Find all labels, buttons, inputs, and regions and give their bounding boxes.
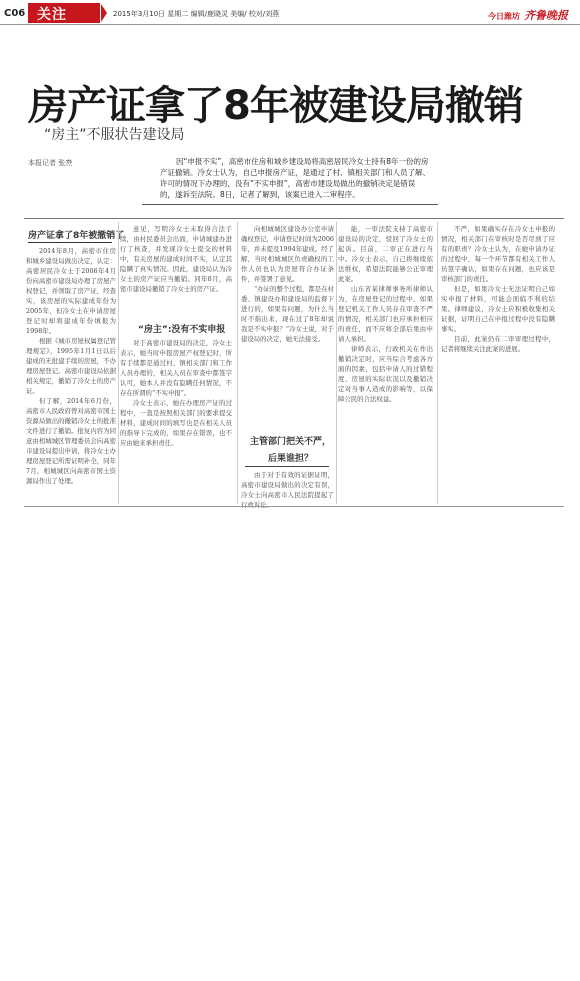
paragraph: 能，一审法院支持了高密市建设局的决定，驳回了冷女士的起诉。目前，二审正在进行当中。冷女士表示，自己将继续依法维权，希望法院能够公正审理此案。 [338,225,433,283]
article-column-1 [26,246,116,486]
article-column-3 [241,224,334,344]
column3-subheading-line1: 主管部门把关不严， [250,437,332,447]
column1-title: 房产证拿了8年被撤销了 [28,231,125,241]
article-column-2-continued [120,338,232,448]
paragraph: “办证的整个过程，都是在村委、镇建设办和建设局的监督下进行的，如果有问题，为什么当时不指出来，现在过了8年却说我是不实申报？”冷女士说，对于建设局的决定，她无法接受。 [241,285,334,343]
article-lead: 因“申报不实”，高密市住房和城乡建设局将高密居民冷女士持有8年一份的房产证撤销。冷女士认为，自己申报房产证，是通过了村、镇相关部门和人员了解、许可的情况下办理的，没有“不实申报”，高密市建设局做出的撤销决定是错误的，遂诉至法院。8日，记者了解到，该案已进入二审程序。 [160,157,430,199]
column-divider [336,222,337,504]
article-column-4 [338,224,433,404]
paragraph: 向相城城区建设办公室申请确权登记，申请登记时间为2006年，并未提及1994年建成。经了解，当时相城城区负责确权的工作人员也认为房屋符合办证条件，并签署了意见。 [241,225,334,283]
header-meta: 2015年3月10日 星期二 编辑/鹿晓灵 美编/ 校对/刘燕 [113,10,280,18]
section-label: 关注 [37,7,67,23]
paragraph: 山东省某律师事务所律师认为，在房屋登记的过程中，如果登记机关工作人员存在审查不严的情况，相关部门也应承担相应的责任，而不应将全部后果由申请人承担。 [338,285,433,343]
column3-subheading-rule [245,466,329,467]
column2-subheading: “房主”:没有不实申报 [138,325,226,335]
newspaper-logo: 齐鲁晚报 [524,9,568,22]
paragraph: 不严，如果确实存在冷女士申报的情况，相关部门在审核时是否尽到了应有的职责？冷女士认为，在她申请办证的过程中，每一个环节都有相关工作人员签字确认，如果存在问题，也应该是审核部门的责任。 [441,225,555,283]
paragraph: 但了解，2014年6月份，高密市人民政府曾对高密市国土资源局做出的撤销冷女士的批准文件进行了撤销。批复内容为同意由相城城区管理委员会向高密市建设局提出申请，将冷女士办理房屋登记所需证明补全，同年7月，相城城区向高密市国土资源局作出了处理。 [26,397,116,485]
column1-title-rule [28,242,112,243]
paragraph: 律师表示，行政机关在作出撤销决定时，应当综合考虑各方面的因素，包括申请人的过错程度、房屋的实际状况以及撤销决定对当事人造成的影响等，以保障公民的合法权益。 [338,345,433,403]
header-section-name: 今日潍坊 [488,12,520,21]
paragraph: 冷女士表示，她在办理房产证的过程中，一直是按照相关部门的要求提交材料，建成时间的填写也是在相关人员的指导下完成的，如果存在错误，也不应由她来承担责任。 [120,399,232,447]
column-divider [118,222,119,504]
column-divider [437,222,438,504]
article-column-2 [120,224,232,294]
paragraph: 目前，此案仍在二审审理过程中，记者将继续关注此案的进展。 [441,335,555,353]
column-divider [237,222,238,504]
article-column-5 [441,224,555,354]
article-subhead: “房主”不服状告建设局 [44,127,185,143]
article-bottom-rule [24,506,564,507]
paragraph: 根据《城市房屋权属登记管理规定》，1995年1月1日以后建成的无批建手续的房屋，不办理房屋登记。高密市建设局依据相关规定，撤销了冷女士的房产证。 [26,337,116,395]
header-right [488,7,568,23]
page-number: C06 [4,8,26,19]
article-byline: 本报记者 张焘 [28,159,73,167]
paragraph: 意见，写明冷女士未取得合法手续，由村民委员会出面，申请城建办进行了核查，并发现冷女士提交的材料中，有关房屋的建成时间不实，认定其隐瞒了真实情况。因此，建设局认为冷女士的房产证应当撤销。同年8月，高密市建设局撤销了冷女士的房产证。 [120,225,232,293]
paragraph: 对于高密市建设局的决定，冷女士表示，她当时申报房屋产权登记时，所有手续都是通过村、镇相关部门和工作人员办理的，相关人员在审查中都签字认可，她本人并没有隐瞒任何情况，不存在所谓的“不实申报”。 [120,339,232,397]
section-arrow-icon [101,4,107,22]
columns-top-rule [24,218,564,219]
paragraph: 由于对于有效的证据证明，高密市建设局做出的决定有误，冷女士向高密市人民法院提起了行政诉讼。 [241,471,334,509]
article-column-3-continued [241,470,334,510]
paragraph: 2014年8月，高密市住房和城乡建设局做出决定，认定：高密居民冷女士于2006年4月份向高密市建设局办理了房屋产权登记，并领取了房产证，经查实，该房屋的实际建成年份为2005年，但冷女士在申请房屋登记时却将建成年份填报为1998年。 [26,247,116,335]
article-headline: 房产证拿了8年被建设局撤销 [28,83,523,129]
paragraph: 但是，如果冷女士无法证明自己如实申报了材料，可能会面临不利的结果。律师建议，冷女士应积极收集相关证据，证明自己在申报过程中没有隐瞒事实。 [441,285,555,333]
lead-divider [142,204,438,205]
page-header [0,0,580,25]
column3-subheading-line2: 后果谁担？ [268,454,314,464]
